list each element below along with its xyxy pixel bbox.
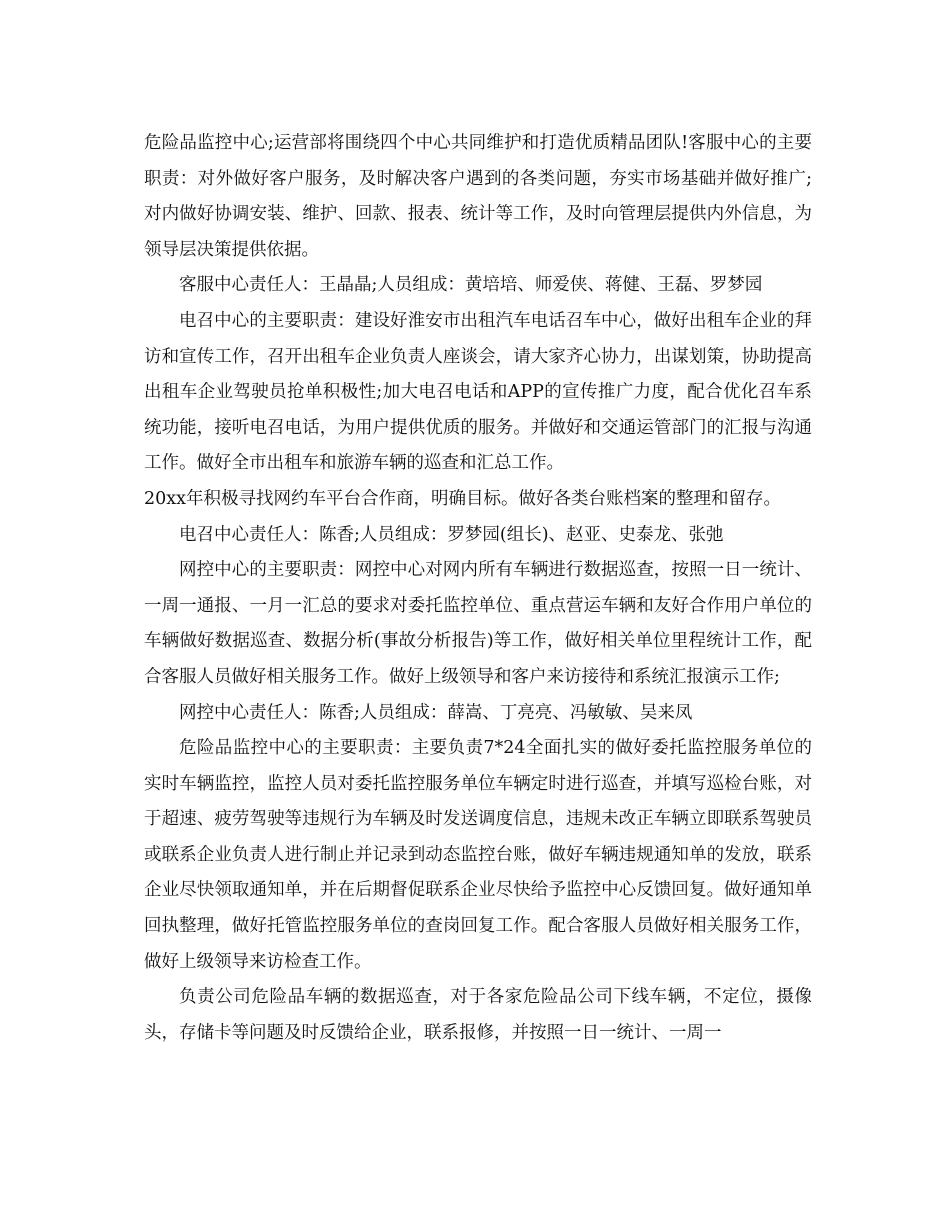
paragraph-dispatch-center-duties: 电召中心的主要职责：建设好淮安市出租汽车电话召车中心，做好出租车企业的拜访和宣传工作，召开出租车企业负责人座谈会，请大家齐心协力，出谋划策，协助提高出租车企业驾驶员抢单积极性;加大电召电话和APP的宣传推广力度，配合优化召车系统功能，接听电召电话，为用户提供优质的服务。并做好和交通运管部门的汇报与沟通工作。做好全市出租车和旅游车辆的巡查和汇总工作。 (144, 310, 812, 474)
paragraph-network-center-staff: 网控中心责任人：陈香;人员组成：薛嵩、丁亮亮、冯敏敏、吴来凤 (179, 702, 693, 723)
document-body (144, 126, 812, 1051)
paragraph-service-center-staff: 客服中心责任人：王晶晶;人员组成：黄培培、师爱侠、蒋健、王磊、罗梦园 (179, 275, 763, 296)
paragraph-service-center-duties: 危险品监控中心;运营部将围绕四个中心共同维护和打造优质精品团队!客服中心的主要职责：对外做好客户服务，及时解决客户遇到的各类问题，夯实市场基础并做好推广;对内做好协调安装、维护、回款、报表、统计等工作，及时向管理层提供内外信息，为领导层决策提供依据。 (144, 133, 812, 260)
paragraph-dispatch-center-staff: 电召中心责任人：陈香;人员组成：罗梦园(组长)、赵亚、史泰龙、张弛 (179, 524, 724, 545)
paragraph-network-center-duties: 网控中心的主要职责：网控中心对网内所有车辆进行数据巡查，按照一日一统计、一周一通报、一月一汇总的要求对委托监控单位、重点营运车辆和友好合作用户单位的车辆做好数据巡查、数据分析(事故分析报告)等工作，做好相关单位里程统计工作，配合客服人员做好相关服务工作。做好上级领导和客户来访接待和系统汇报演示工作; (144, 560, 812, 687)
paragraph-hazmat-center-duties: 危险品监控中心的主要职责：主要负责7*24全面扎实的做好委托监控服务单位的实时车辆监控，监控人员对委托监控服务单位车辆定时进行巡查，并填写巡检台账，对于超速、疲劳驾驶等违规行为车辆及时发送调度信息，违规未改正车辆立即联系驾驶员或联系企业负责人进行制止并记录到动态监控台账，做好车辆违规通知单的发放，联系企业尽快领取通知单，并在后期督促联系企业尽快给予监控中心反馈回复。做好通知单回执整理，做好托管监控服务单位的查岗回复工作。配合客服人员做好相关服务工作，做好上级领导来访检查工作。 (144, 738, 812, 972)
paragraph-hazmat-data-patrol: 负责公司危险品车辆的数据巡查，对于各家危险品公司下线车辆，不定位，摄像头，存储卡等问题及时反馈给企业，联系报修，并按照一日一统计、一周一 (144, 987, 812, 1043)
paragraph-ride-hailing-plan: 20xx年积极寻找网约车平台合作商，明确目标。做好各类台账档案的整理和留存。 (144, 488, 782, 509)
